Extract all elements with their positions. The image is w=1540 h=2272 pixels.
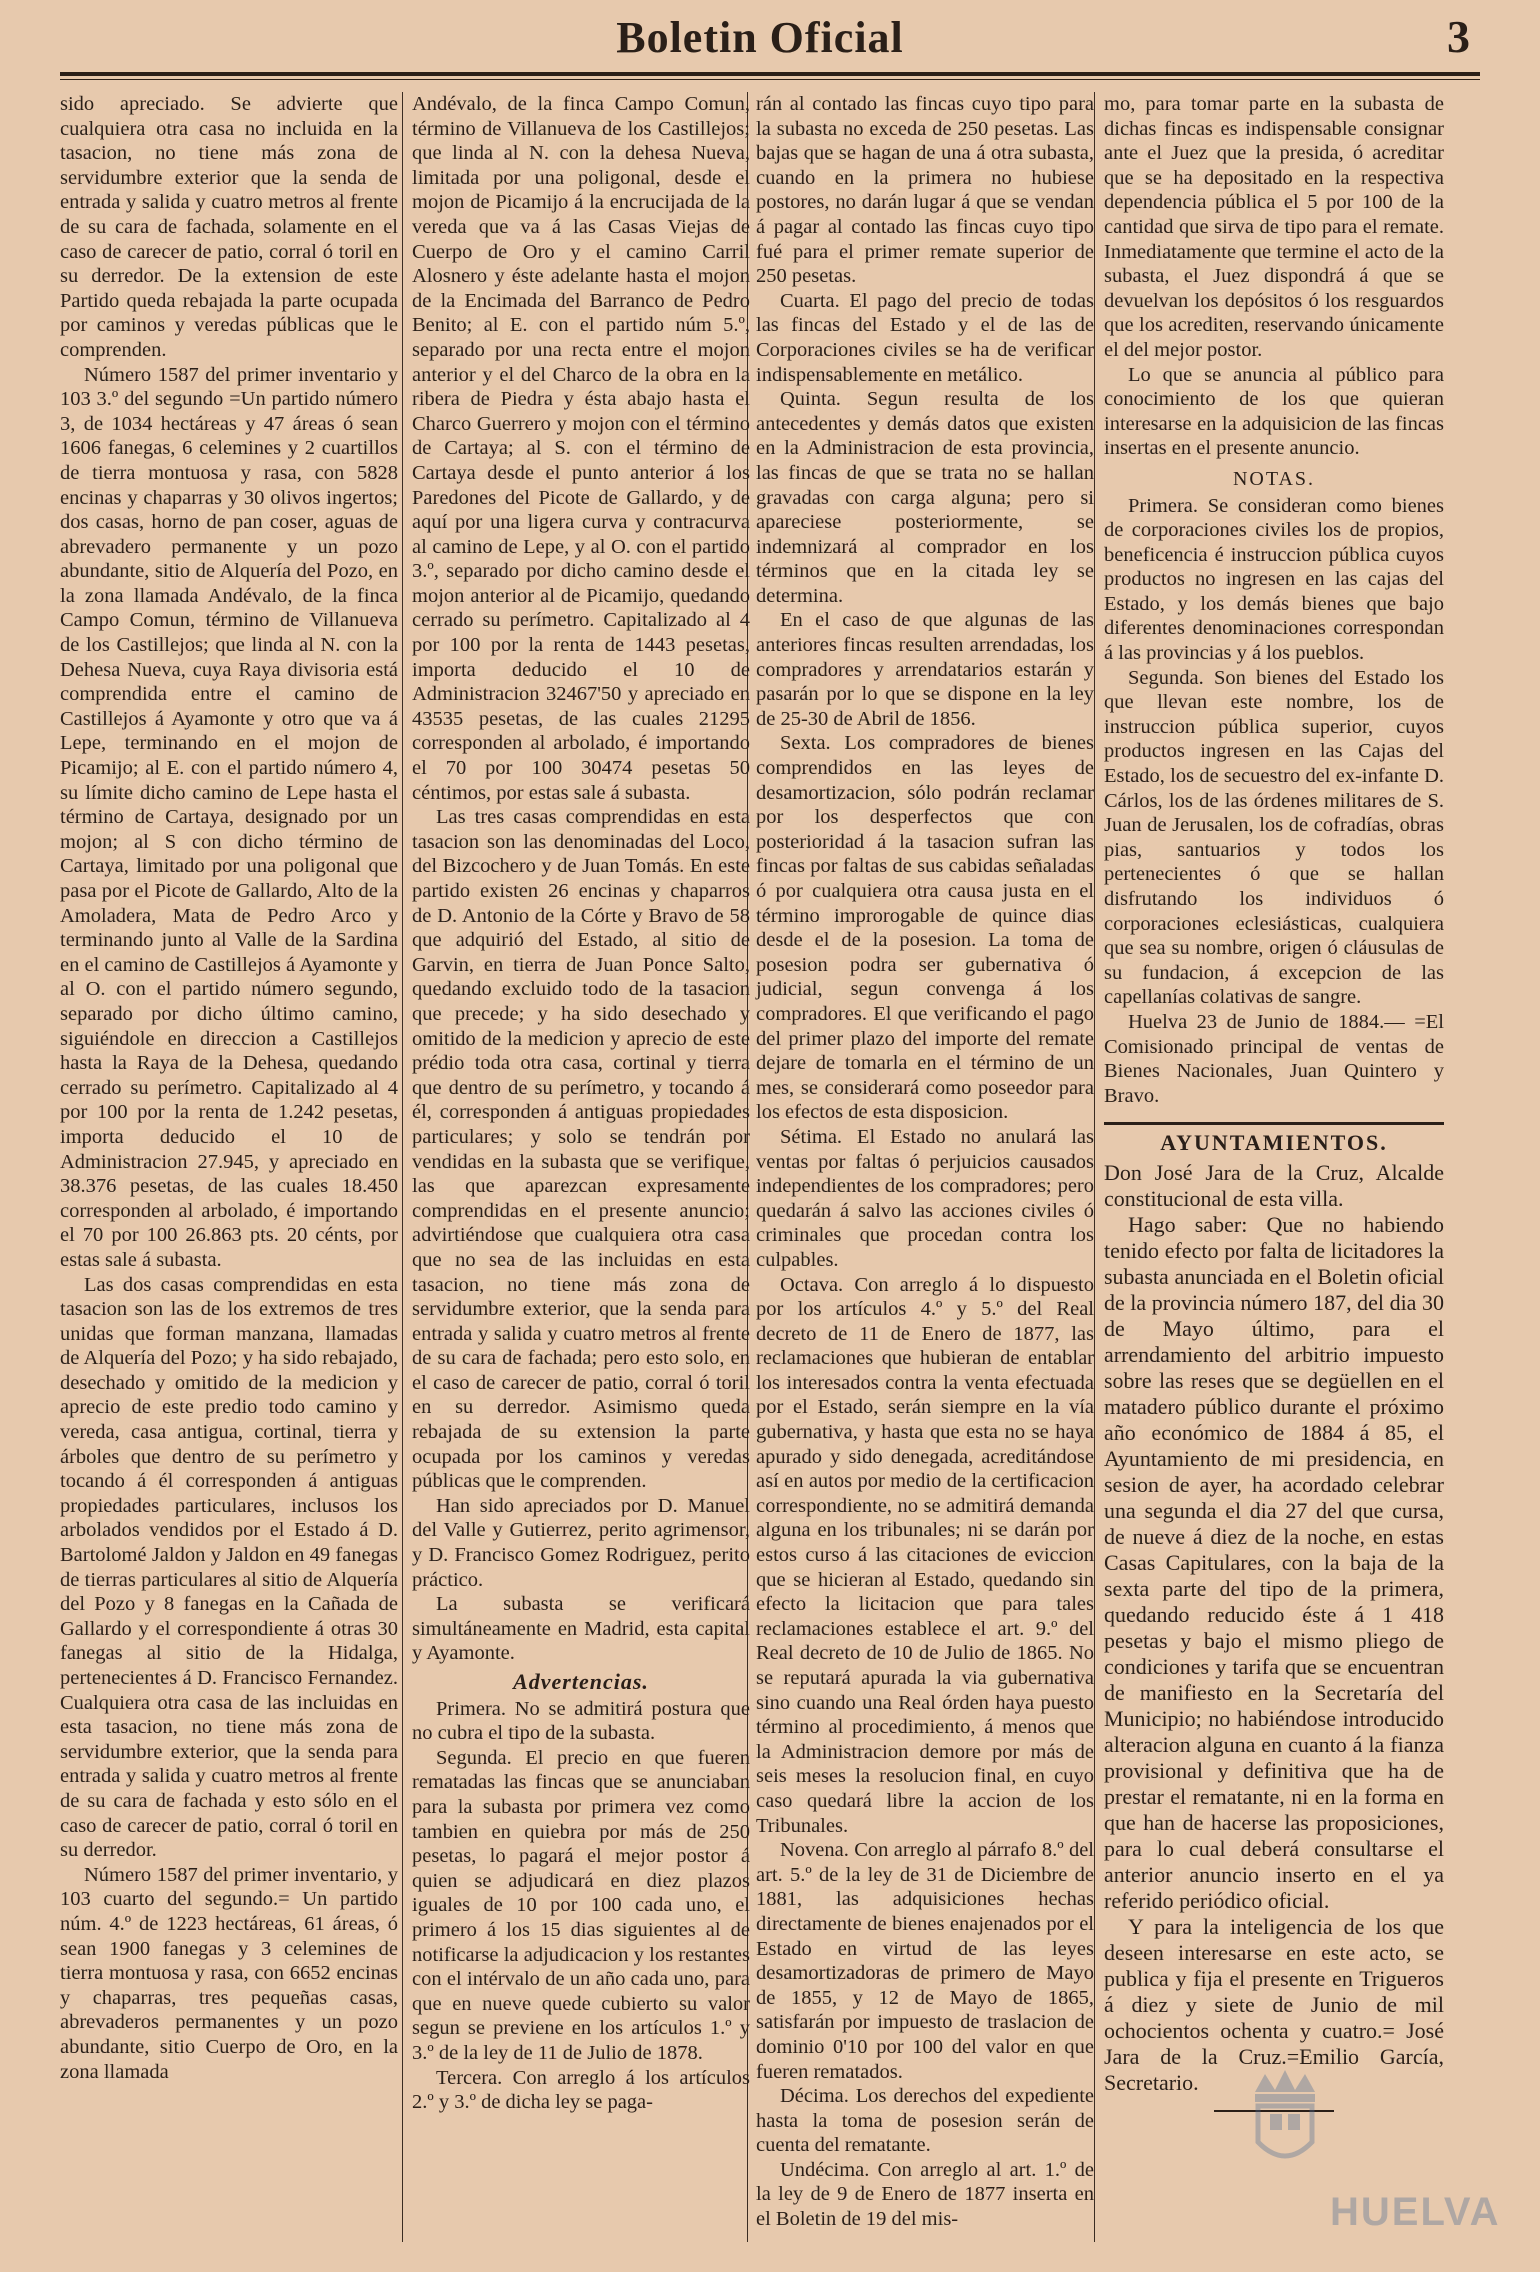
newspaper-title: Boletin Oficial <box>616 13 904 62</box>
nota-item: Primera. Se consideran como bienes de corporaciones civiles los de propios, beneficencia é instruccion pública cuyos productos no ingresen en las cajas del Estado, y los demás bienes que bajo diferentes denominaciones correspondan á las provincias y á los pueblos. <box>1104 494 1444 665</box>
paragraph: Quinta. Segun resulta de los antecedentes y demás datos que existen en la Administracion de esta provincia, las fincas de que se trata no se hallan gravadas con carga alguna; pero si apareciese posteriormente, se indemnizará al comprador en los términos que en la citada ley se determina. <box>756 388 1094 607</box>
paragraph: Número 1587 del primer inventario, y 103 cuarto del segundo.= Un partido núm. 4.º de 1223 hectáreas, 61 áreas, ó sean 1900 fanegas y 3 celemines de tierra montuosa y rasa, con 6652 encinas y chaparras, tres pequeñas casas, abrevaderos permanentes y un pozo abundante, sitio Cuerpo de Oro, en la zona llamada <box>60 1863 398 2083</box>
section-heading-ayuntamientos: AYUNTAMIENTOS. <box>1160 1130 1388 1156</box>
advertencia-item: Primera. No se admitirá postura que no cubra el tipo de la subasta. <box>412 1697 750 1745</box>
paragraph: Hago saber: Que no habiendo tenido efecto por falta de licitadores la subasta anunciada en el Boletin oficial de la provincia número 187, del dia 30 de Mayo último, para el arrendamiento del arbitrio impuesto sobre las reses que se degüellen en el matadero público durante el próximo año económico de 1884 á 85, el Ayuntamiento de mi presidencia, en sesion de ayer, ha acordado celebrar una segunda el dia 27 del que cursa, de nueve á diez de la noche, en estas Casas Capitulares, con la baja de la sexta parte del tipo de la primera, quedando reducido éste á 1 418 pesetas y bajo el mismo pliego de condiciones y tarifa que se encuentran de manifiesto en la Secretaría del Municipio; no habiéndose introducido alteracion alguna en cuanto á la fianza provisional y definitiva que ha de prestar el rematante, ni en la forma en que han de hacerse las proposiciones, para lo cual deberá consultarse el anterior anuncio inserto en el ya referido periódico oficial. <box>1104 1211 1444 1913</box>
paragraph: rán al contado las fincas cuyo tipo para la subasta no exceda de 250 pesetas. Las bajas que se hagan de una á otra subasta, cuando en la primera no hubiese postores, no darán lugar á que se vendan á pagar al contado las fincas cuyo tipo fué para el primer remate superior de 250 pesetas. <box>756 93 1094 288</box>
paragraph: Andévalo, de la finca Campo Comun, término de Villanueva de los Castillejos; que linda al N. con la dehesa Nueva, limitada por una poligonal, desde el mojon de Picamijo á la encrucijada de la vereda que va á las Casas Viejas de Cuerpo de Oro y el camino Carril Alosnero y éste adelante hasta el mojon de la Encimada del Barranco de Pedro Benito; al E. con el partido núm 5.º, separado por una recta entre el mojon anterior y el del Charco de la obra en la ribera de Piedra y ésta abajo hasta el Charco Guerrero y mojon con el término de Cartaya; al S. con el término de Cartaya desde el punto anterior á los Paredones del Picote de Gallardo, y de aquí por una ligera curva y contracurva al camino de Lepe, y al O. con el partido 3.º, separado por dicho camino desde el mojon anterior al de Picamijo, quedando cerrado su perímetro. Capitalizado al 4 por 100 por la renta de 1443 pesetas, importa deducido el 10 de Administracion 32467'50 y apreciado en 43535 pesetas, de las cuales 21295 corresponden al arbolado, é importando el 70 por 100 30474 pesetas 50 céntimos, por estas sale á subasta. <box>412 93 750 804</box>
page-number: 3 <box>1447 11 1470 62</box>
nota-item: Huelva 23 de Junio de 1884.— =El Comisionado principal de ventas de Bienes Nacionales, Juan Quintero y Bravo. <box>1104 1010 1444 1107</box>
paragraph: Número 1587 del primer inventario y 103 3.º del segundo =Un partido número 3, de 1034 hectáreas y 47 áreas ó sean 1606 fanegas, 6 celemines y 2 cuartillos de tierra montuosa y rasa, con 5828 encinas y chaparras y 30 olivos ingertos; dos casas, horno de pan coser, aguas de abrevadero permanente y un pozo abundante, sitio de Alquería del Pozo, en la zona llamada Andévalo, de la finca Campo Comun, término de Villanueva de los Castillejos; que linda al N. con la Dehesa Nueva, cuya Raya divisoria está comprendida entre el camino de Castillejos á Ayamonte y otro que va á Lepe, terminando en el mojon de Picamijo; al E. con el partido número 4, su límite dicho camino de Lepe hasta el término de Cartaya, designado por un mojon; al S con dicho término de Cartaya, limitado por una poligonal que pasa por el Picote de Gallardo, Alto de la Amoladera, Mata de Pedro Arco y terminando junto al Valle de la Sardina en el camino de Castillejos á Ayamonte y al O. con el partido número segundo, separado por dicho último camino, siguiéndole en direccion a Castillejos hasta la Raya de la Dehesa, quedando cerrado su perímetro. Capitalizado al 4 por 100 por la renta de 1.242 pesetas, importa deducido el 10 de Administracion 27.945, y apreciado en 38.376 pesetas, de las cuales 18.450 corresponden al arbolado, é importando el 70 por 100 26.863 pts. 20 cénts, por estas sale á subasta. <box>60 363 398 1271</box>
column-divider <box>1094 92 1095 2242</box>
paragraph: En el caso de que algunas de las anteriores fincas resulten arrendadas, los compradores y arrendatarios estarán y pasarán por lo que se dispone en la ley de 25-30 de Abril de 1856. <box>756 609 1094 730</box>
paragraph: Lo que se anuncia al público para conocimiento de los que quieran interesarse en la adquisicion de las fincas insertas en el presente anuncio. <box>1104 363 1444 460</box>
paragraph: mo, para tomar parte en la subasta de dichas fincas es indispensable consignar ante el Juez que la presida, ó acreditar que se ha depositado en la respectiva dependencia pública el 5 por 100 de la cantidad que sirva de tipo para el remate. Inmediatamente que termine el acto de la subasta, el Juez dispondrá á que se devuelvan los depósitos ó los resguardos que los acrediten, reservando únicamente el del mejor postor. <box>1104 93 1444 361</box>
column-divider <box>402 92 403 2242</box>
advertencia-item: Segunda. El precio en que fueren rematadas las fincas que se anunciaban para la subasta por primera vez como tambien en quiebra por más de 250 pesetas, lo pagará el mejor postor á quien se adjudicará en diez plazos iguales de 10 por 100 cada uno, el primero á los 15 dias siguientes al de notificarse la adjudicacion y los restantes con el intérvalo de un año cada uno, para que en nueve quede cubierto su valor segun se previene en los artículos 1.º y 3.º de la ley de 11 de Julio de 1878. <box>412 1746 750 2064</box>
nota-item: Segunda. Son bienes del Estado los que llevan este nombre, los de instruccion pública superior, cuyos productos ingresen en las Cajas del Estado, los de secuestro del ex-infante D. Cárlos, los de las órdenes militares de S. Juan de Jerusalen, los de cofradías, obras pias, santuarios y todos los pertenecientes ó que se hallan disfrutando los individuos ó corporaciones eclesiásticas, cualquiera que sea su nombre, origen ó cláusulas de su fundacion, á excepcion de las capellanías colativas de sangre. <box>1104 666 1444 1009</box>
paragraph: Las tres casas comprendidas en esta tasacion son las denominadas del Loco, del Bizcochero y de Juan Tomás. En este partido existen 26 encinas y chaparros de D. Antonio de la Córte y Bravo de 58 que adquirió del Estado, al sitio de Garvin, en tierra de Juan Ponce Salto, quedando excluido todo de la tasacion que precede; y ha sido desechado y omitido de la medicion y aprecio de este prédio toda otra casa, cortinal y tierra que dentro de su perímetro, y tocando á él, corresponden á antiguas propiedades particulares; y solo se tendrán por vendidas en la subasta que se verifique, las que aparezcan expresamente comprendidas en el presente anuncio; advirtiéndose que cualquiera otra casa que no sea de las incluidas en esta tasacion, no tiene más zona de servidumbre exterior, que la senda para entrada y salida y cuatro metros al frente de su cara de fachada; pero esto solo, en el caso de carecer de patio, corral ó toril en su derredor. Asimismo queda rebajada de su extension la parte ocupada por los caminos y veredas públicas que le comprenden. <box>412 806 750 1493</box>
paragraph: Décima. Los derechos del expediente hasta la toma de posesion serán de cuenta del rematante. <box>756 2085 1094 2157</box>
paragraph: Han sido apreciados por D. Manuel del Valle y Gutierrez, perito agrimensor, y D. Francisco Gomez Rodriguez, perito práctico. <box>412 1494 750 1591</box>
paragraph: Cuarta. El pago del precio de todas las fincas del Estado y el de las de Corporaciones civiles se ha de verificar indispensablemente en metálico. <box>756 289 1094 386</box>
paragraph: sido apreciado. Se advierte que cualquiera otra casa no incluida en la tasacion, no tiene más zona de servidumbre exterior que la senda de entrada y salida y cuatro metros al frente de su cara de fachada, solamente en el caso de carecer de patio, corral ó toril en su derredor. De la extension de este Partido queda rebajada la parte ocupada por caminos y veredas públicas que le comprenden. <box>60 93 398 361</box>
ayuntamientos-body <box>1104 1160 1444 2096</box>
column-4 <box>1104 92 1444 2112</box>
header-rule-thin <box>60 79 1480 80</box>
column-2 <box>412 92 750 2115</box>
ayuntamiento-lead: Don José Jara de la Cruz, Alcalde constitucional de esta villa. <box>1104 1159 1444 1211</box>
paragraph: Undécima. Con arreglo al art. 1.º de la ley de 9 de Enero de 1877 inserta en el Boletin de 19 del mis- <box>756 2158 1094 2231</box>
coat-of-arms-icon <box>1240 2062 1330 2172</box>
archive-watermark <box>1230 2062 1500 2252</box>
paragraph: La subasta se verificará simultáneamente en Madrid, esta capital y Ayamonte. <box>412 1593 750 1665</box>
column-1 <box>60 92 398 2084</box>
paragraph: Las dos casas comprendidas en esta tasacion son las de los extremos de tres unidas que forman manzana, llamadas de Alquería del Pozo; y ha sido rebajado, desechado y omitido de la medicion y aprecio de este predio todo camino y vereda, casa antigua, cortinal, tierra y árboles que dentro de su perímetro y tocando á él corresponden á antiguas propiedades particulares, inclusos los arbolados vendidos por el Estado á D. Bartolomé Jaldon y Jaldon en 49 fanegas de tierras particulares al sitio de Alquería del Pozo y 8 fanegas en la Cañada de Gallardo y el correspondiente á otras 30 fanegas al sitio de la Hidalga, pertenecientes á D. Francisco Fernandez. Cualquiera otra casa de las incluidas en esta tasacion, no tiene más zona de servidumbre exterior, que la senda para entrada y salida y cuatro metros al frente de su cara de fachada y esto sólo en el caso de carecer de patio, corral ó toril en su derredor. <box>60 1273 398 1862</box>
section-rule <box>1104 1122 1444 1125</box>
section-heading-notas: NOTAS. <box>1232 467 1316 490</box>
watermark-text: HUELVA <box>1330 2190 1501 2234</box>
paragraph: Sétima. El Estado no anulará las ventas por faltas ó perjuicios causados independientes de los compradores; pero quedarán á salvo las acciones civiles ó criminales que procedan contra los culpables. <box>756 1125 1094 1271</box>
paragraph: Octava. Con arreglo á lo dispuesto por los artículos 4.º y 5.º del Real decreto de 11 de Enero de 1877, las reclamaciones que hubieran de entablar los interesados contra la venta efectuada por el Estado, serán siempre en la vía gubernativa, y hasta que esta no se haya apurado y sido denegada, acreditándose así en autos por medio de la certificacion correspondiente, no se admitirá demanda alguna en los tribunales; ni se darán por estos curso á las citaciones de eviccion que se hicieran al Estado, quedando sin efecto la licitacion que para tales reclamaciones establece el art. 9.º del Real decreto de 10 de Julio de 1865. No se reputará apurada la via gubernativa sino cuando una Real órden haya puesto término al procedimiento, á menos que la Administracion demore por más de seis meses la resolucion final, en cuyo caso quedará libre la accion de los Tribunales. <box>756 1273 1094 1837</box>
paragraph: Y para la inteligencia de los que deseen interesarse en este acto, se publica y fija el presente en Trigueros á diez y siete de Junio de mil ochocientos ochenta y cuatro.= José Jara de la Cruz.=Emilio García, Secretario. <box>1104 1913 1444 2095</box>
masthead <box>60 10 1470 66</box>
advertencia-item: Tercera. Con arreglo á los artículos 2.º y 3.º de dicha ley se paga- <box>412 2066 750 2114</box>
paragraph: Sexta. Los compradores de bienes comprendidos en las leyes de desamortizacion, sólo podrán reclamar por los desperfectos que con posterioridad á la tasacion sufran las fincas por faltas de sus cabidas señaladas ó por cualquiera otra causa justa en el término improrogable de quince dias desde el de la posesion. La toma de posesion podra ser gubernativa ó judicial, segun convenga á los compradores. El que verificando el pago del primer plazo del importe del remate dejare de tomarla en el término de un mes, se considerará como poseedor para los efectos de esta disposicion. <box>756 732 1094 1124</box>
section-heading-advertencias: Advertencias. <box>513 1669 649 1694</box>
paragraph: Novena. Con arreglo al párrafo 8.º del art. 5.º de la ley de 31 de Diciembre de 1881, las adquisiciones hechas directamente de bienes enajenados por el Estado en virtud de las leyes desamortizadoras de primero de Mayo de 1855, y 12 de Mayo de 1865, satisfarán por impuesto de traslacion de dominio 0'10 por 100 del valor en que fueren rematados. <box>756 1839 1094 2083</box>
header-rule <box>60 72 1480 76</box>
column-3 <box>756 92 1094 2232</box>
